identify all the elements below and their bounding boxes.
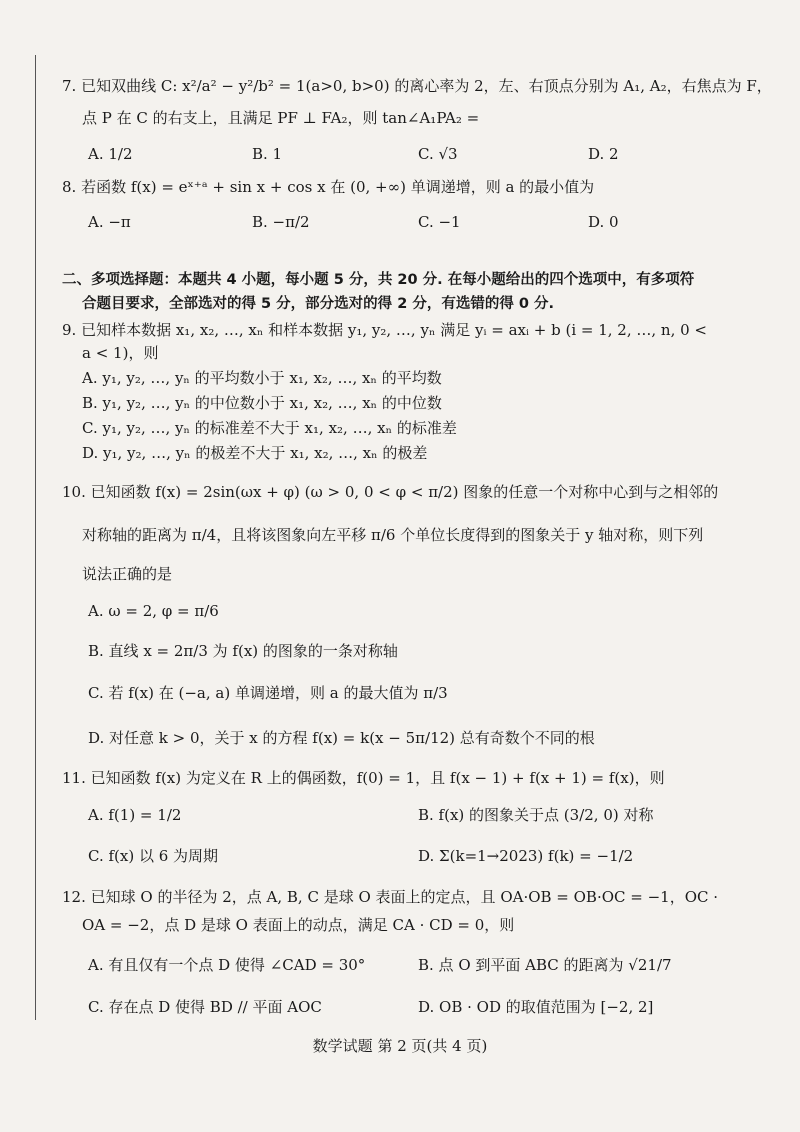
q9-stem-line1: 9. 已知样本数据 x₁, x₂, …, xₙ 和样本数据 y₁, y₂, …, yₙ 满足 yᵢ = axᵢ + b (i = 1, 2, …, n, 0 < [62,321,707,339]
q9-option-b: B. y₁, y₂, …, yₙ 的中位数小于 x₁, x₂, …, xₙ 的中位数 [82,394,442,412]
q9-option-d: D. y₁, y₂, …, yₙ 的极差不大于 x₁, x₂, …, xₙ 的极差 [82,444,428,462]
q8-option-a: A. −π [88,213,131,231]
q11-option-c: C. f(x) 以 6 为周期 [88,847,219,865]
q9-stem-line2: a < 1)，则 [82,344,159,362]
q12-stem-line1: 12. 已知球 O 的半径为 2，点 A, B, C 是球 O 表面上的定点，且 OA·OB = OB·OC = −1，OC · [62,888,719,906]
q10-stem-line3: 说法正确的是 [82,565,173,583]
q11-option-b: B. f(x) 的图象关于点 (3/2, 0) 对称 [418,806,654,824]
q9-option-a: A. y₁, y₂, …, yₙ 的平均数小于 x₁, x₂, …, xₙ 的平均数 [82,369,442,387]
q10-stem-line1: 10. 已知函数 f(x) = 2sin(ωx + φ) (ω > 0, 0 < φ < π/2) 图象的任意一个对称中心到与之相邻的 [62,483,719,501]
q11-option-d: D. Σ(k=1→2023) f(k) = −1/2 [418,847,634,865]
q12-option-c: C. 存在点 D 使得 BD // 平面 AOC [88,998,322,1016]
q12-stem-line2: OA = −2，点 D 是球 O 表面上的动点，满足 CA · CD = 0，则 [82,916,515,934]
section2-heading-line1: 二、多项选择题：本题共 4 小题，每小题 5 分，共 20 分. 在每小题给出的四个选项中，有多项符 [62,272,695,288]
q7-option-c: C. √3 [418,145,458,163]
q11-option-a: A. f(1) = 1/2 [88,806,182,824]
q10-option-d: D. 对任意 k > 0，关于 x 的方程 f(x) = k(x − 5π/12) 总有奇数个不同的根 [88,729,595,747]
q8-option-b: B. −π/2 [252,213,310,231]
q10-option-b: B. 直线 x = 2π/3 为 f(x) 的图象的一条对称轴 [88,642,398,660]
q7-option-b: B. 1 [252,145,283,163]
q7-option-d: D. 2 [588,145,619,163]
margin-line [35,55,36,1020]
q7-stem-line1: 7. 已知双曲线 C: x²/a² − y²/b² = 1(a>0, b>0) 的离心率为 2，左、右顶点分别为 A₁, A₂，右焦点为 F， [62,77,772,95]
q10-stem-line2: 对称轴的距离为 π/4，且将该图象向左平移 π/6 个单位长度得到的图象关于 y 轴对称，则下列 [82,526,704,544]
q12-option-d: D. OB · OD 的取值范围为 [−2, 2] [418,998,654,1016]
q11-stem: 11. 已知函数 f(x) 为定义在 R 上的偶函数，f(0) = 1，且 f(x − 1) + f(x + 1) = f(x)，则 [62,769,665,787]
q7-stem-line2: 点 P 在 C 的右支上，且满足 PF ⊥ FA₂，则 tan∠A₁PA₂ = [82,109,480,127]
q8-stem: 8. 若函数 f(x) = eˣ⁺ᵃ + sin x + cos x 在 (0, +∞) 单调递增，则 a 的最小值为 [62,178,595,196]
q7-option-a: A. 1/2 [88,145,133,163]
section2-heading-line2: 合题目要求，全部选对的得 5 分，部分选对的得 2 分，有选错的得 0 分. [82,296,555,312]
q10-option-a: A. ω = 2, φ = π/6 [88,602,219,620]
q9-option-c: C. y₁, y₂, …, yₙ 的标准差不大于 x₁, x₂, …, xₙ 的标准差 [82,419,457,437]
q10-option-c: C. 若 f(x) 在 (−a, a) 单调递增，则 a 的最大值为 π/3 [88,684,448,702]
q12-option-a: A. 有且仅有一个点 D 使得 ∠CAD = 30° [88,956,366,974]
q8-option-c: C. −1 [418,213,461,231]
q8-option-d: D. 0 [588,213,619,231]
page-footer: 数学试题 第 2 页(共 4 页) [312,1037,488,1055]
q12-option-b: B. 点 O 到平面 ABC 的距离为 √21/7 [418,956,672,974]
